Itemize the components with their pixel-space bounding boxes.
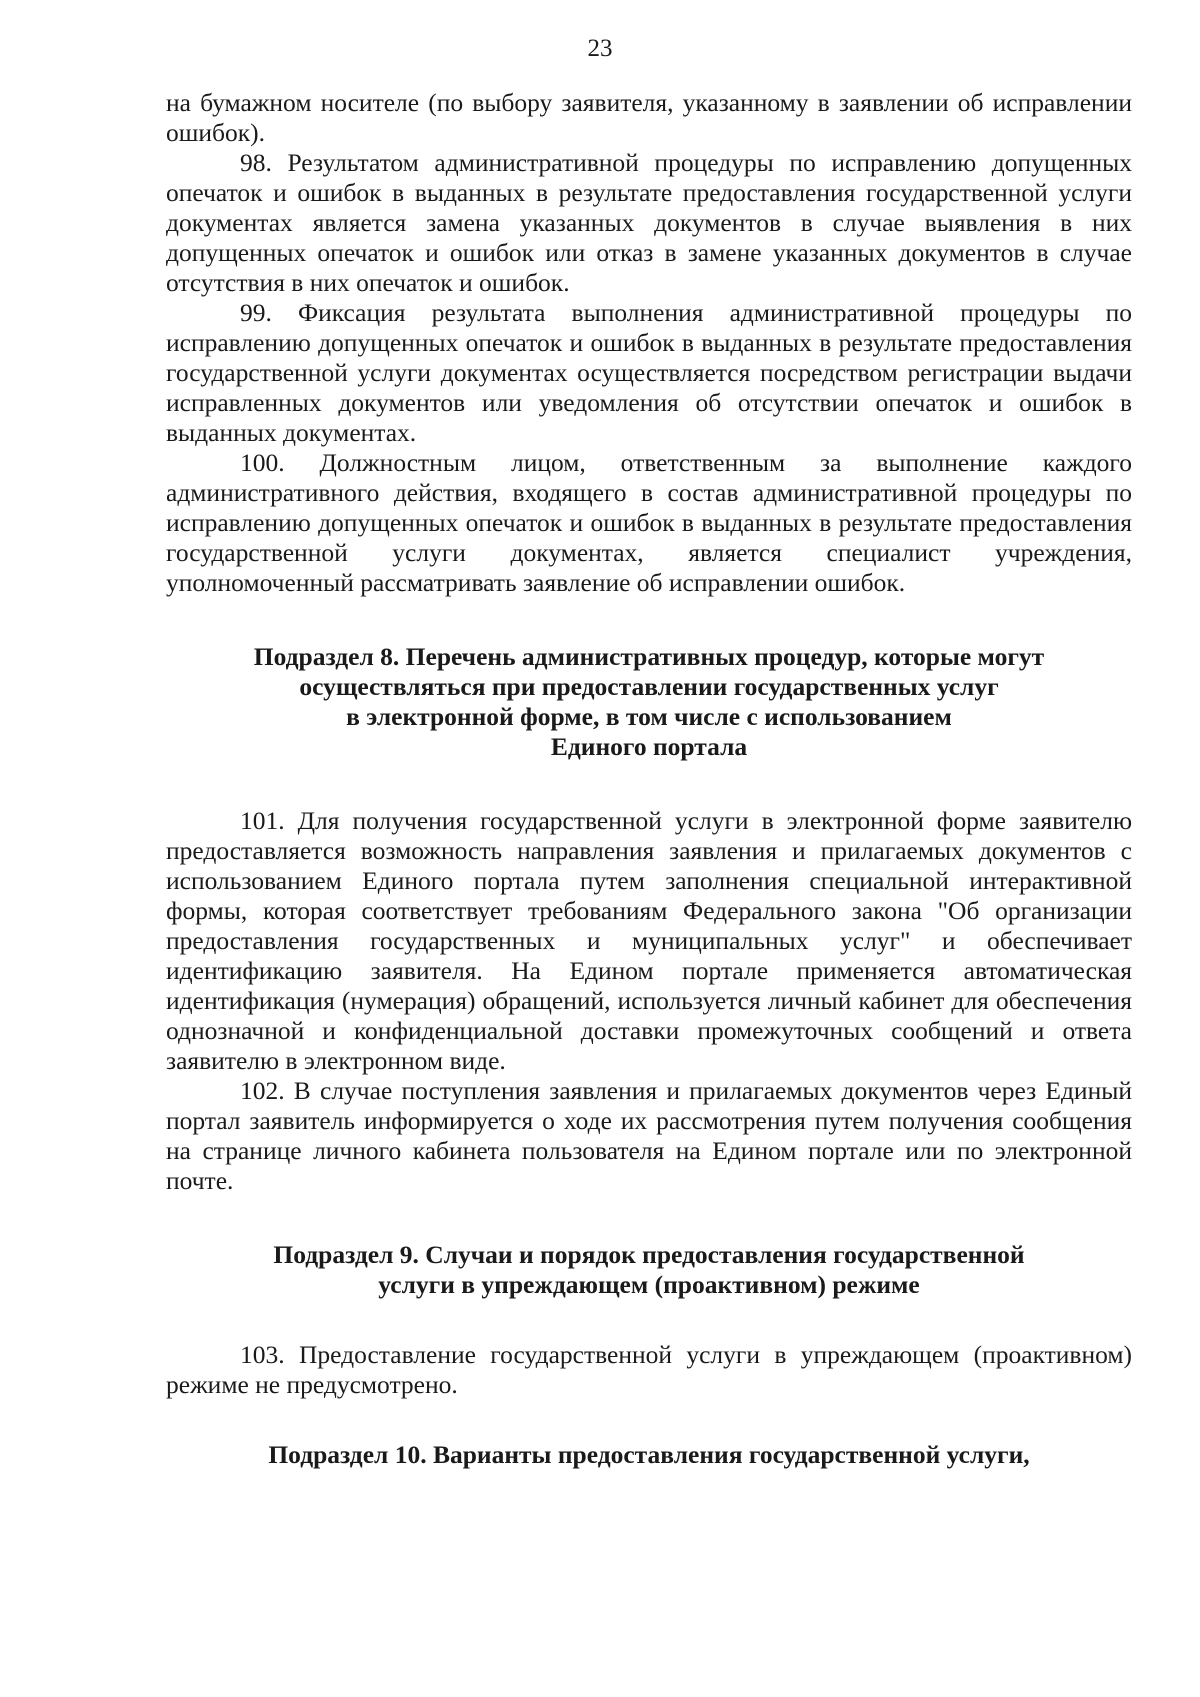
heading-line: Подраздел 8. Перечень административных процедур, которые могут [253, 642, 1045, 671]
heading-line: Подраздел 9. Случаи и порядок предоставления государственной [273, 1240, 1025, 1269]
paragraph-continued: на бумажном носителе (по выбору заявителя, указанному в заявлении об исправлении ошибок). [166, 88, 1132, 147]
paragraph-99: 99. Фиксация результата выполнения административной процедуры по исправлению допущенных опечаток и ошибок в выданных в результате предоставления государственной услуги документах осуществляется посредством регистрации выдачи исправленных документов или уведомления об отсутствии опечаток и ошибок в выданных документах. [166, 298, 1132, 447]
paragraph-101: 101. Для получения государственной услуги в электронной форме заявителю предоставляется возможность направления заявления и прилагаемых документов с использованием Единого портала путем заполнения специальной интерактивной формы, которая соответствует требованиям Федерального закона "Об организации предоставления государственных и муниципальных услуг" и обеспечивает идентификацию заявителя. На Едином портале применяется автоматическая идентификация (нумерация) обращений, используется личный кабинет для обеспечения однозначной и конфиденциальной доставки промежуточных сообщений и ответа заявителю в электронном виде. [166, 806, 1132, 1075]
document-body [166, 88, 1132, 1470]
subsection-10-heading [166, 1440, 1132, 1470]
heading-line: Подраздел 10. Варианты предоставления государственной услуги, [268, 1440, 1030, 1469]
subsection-9-heading [166, 1240, 1132, 1300]
heading-line: осуществляться при предоставлении государственных услуг [299, 672, 999, 701]
paragraph-100: 100. Должностным лицом, ответственным за выполнение каждого административного действия, входящего в состав административной процедуры по исправлению допущенных опечаток и ошибок в выданных в результате предоставления государственной услуги документах, является специалист учреждения, уполномоченный рассматривать заявление об исправлении ошибок. [166, 448, 1132, 597]
paragraph-103: 103. Предоставление государственной услуги в упреждающем (проактивном) режиме не предусмотрено. [166, 1340, 1132, 1399]
heading-line: услуги в упреждающем (проактивном) режиме [378, 1270, 920, 1299]
heading-line: Единого портала [550, 732, 748, 761]
page-number: 23 [587, 35, 613, 62]
paragraph-98: 98. Результатом административной процедуры по исправлению допущенных опечаток и ошибок в выданных в результате предоставления государственной услуги документах является замена указанных документов в случае выявления в них допущенных опечаток и ошибок или отказ в замене указанных документов в случае отсутствия в них опечаток и ошибок. [166, 148, 1132, 297]
heading-line: в электронной форме, в том числе с использованием [346, 702, 952, 731]
subsection-8-heading [166, 642, 1132, 762]
paragraph-102: 102. В случае поступления заявления и прилагаемых документов через Единый портал заявитель информируется о ходе их рассмотрения путем получения сообщения на странице личного кабинета пользователя на Едином портале или по электронной почте. [166, 1076, 1132, 1195]
